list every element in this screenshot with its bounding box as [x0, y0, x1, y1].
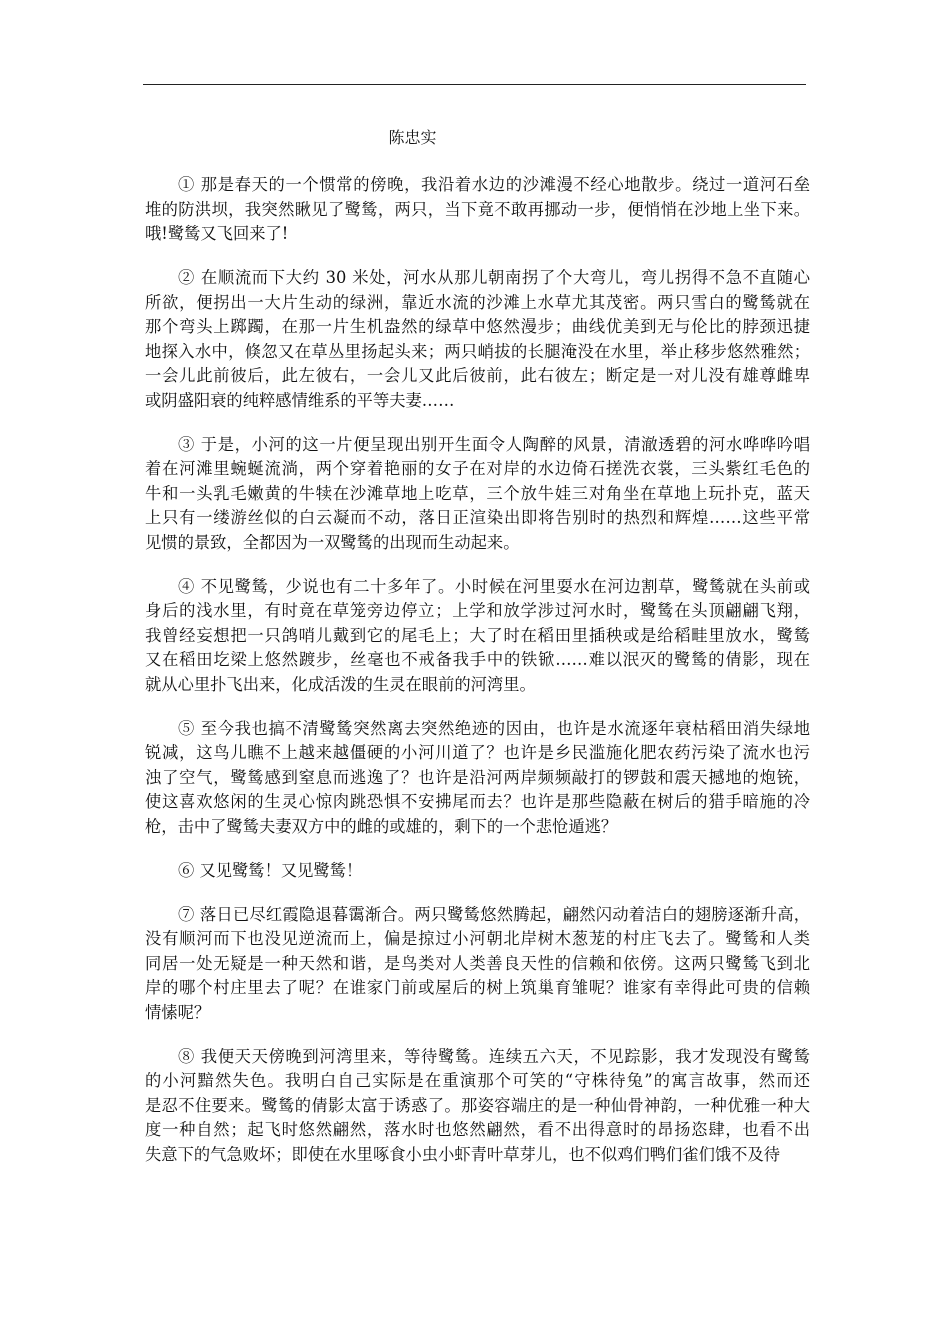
- paragraph-line: 锐减，这鸟儿瞧不上越来越僵硬的小河川道了？也许是乡民滥施化肥农药污染了流水也污: [145, 743, 810, 762]
- paragraph-line: 所欲，便拐出一大片生动的绿洲，靠近水流的沙滩上水草尤其茂密。两只雪白的鹭鸶就在: [145, 292, 810, 312]
- paragraph-line: 是忍不住要来。鹭鸶的倩影太富于诱惑了。那姿容端庄的是一种仙骨神韵，一种优雅一种大: [145, 1095, 810, 1115]
- paragraph-line: 上只有一缕游丝似的白云凝而不动，落日正渲染出即将告别时的热烈和辉煌……这些平常: [145, 508, 810, 527]
- article-body: [145, 173, 810, 1187]
- paragraph-line: ⑧ 我便天天傍晚到河湾里来，等待鹭鸶。连续五六天，不见踪影，我才发现没有鹭鸶: [178, 1046, 810, 1066]
- paragraph-line: ① 那是春天的一个惯常的傍晚，我沿着水边的沙滩漫不经心地散步。绕过一道河石垒: [178, 175, 810, 194]
- paragraph-line: 或阴盛阳衰的纯粹感情维系的平等夫妻……: [145, 390, 455, 410]
- paragraph-line: 一会儿此前彼后，此左彼右，一会儿又此后彼前，此右彼左；断定是一对儿没有雄尊雌卑: [145, 366, 810, 385]
- paragraph: [145, 859, 810, 884]
- paragraph-line: 堆的防洪坝，我突然瞅见了鹭鸶，两只，当下竟不敢再挪动一步，便悄悄在沙地上坐下来。: [145, 199, 810, 219]
- paragraph-line: 枪，击中了鹭鸶夫妻双方中的雌的或雄的，剩下的一个悲怆遁逃？: [145, 816, 618, 836]
- paragraph-line: 同居一处无疑是一种天然和谐，是鸟类对人类善良天性的信赖和依傍。这两只鹭鸶飞到北: [145, 953, 810, 973]
- paragraph-line: 就从心里扑飞出来，化成活泼的生灵在眼前的河湾里。: [145, 674, 536, 694]
- paragraph-line: ⑥ 又见鹭鸶！又见鹭鸶！: [178, 860, 363, 880]
- paragraph-line: 地探入水中，倏忽又在草丛里扬起头来；两只峭拔的长腿淹没在水里，举止移步悠然雅然；: [145, 341, 810, 361]
- paragraph-line: 没有顺河而下也没见逆流而上，偏是掠过小河朝北岸树木葱茏的村庄飞去了。鹭鸶和人类: [145, 929, 810, 948]
- paragraph-line: ⑤ 至今我也搞不清鹭鸶突然离去突然绝迹的因由，也许是水流逐年衰枯稻田消失绿地: [178, 718, 810, 738]
- paragraph-line: 着在河滩里蜿蜒流淌，两个穿着艳丽的女子在对岸的水边倚石搓洗衣裳，三头紫红毛色的: [145, 459, 810, 478]
- paragraph-line: 哦!鹭鸶又飞回来了!: [145, 224, 289, 243]
- paragraph: [145, 1045, 810, 1168]
- paragraph: [145, 173, 810, 247]
- header-rule: [143, 84, 806, 85]
- paragraph-line: 度一种自然；起飞时悠然翩然，落水时也悠然翩然，看不出得意时的昂扬恣肆，也看不出: [145, 1120, 810, 1139]
- paragraph-line: ③ 于是，小河的这一片便呈现出别开生面令人陶醉的风景，清澈透碧的河水哗哗吟唱: [178, 434, 810, 454]
- paragraph-line: ② 在顺流而下大约 30 米处，河水从那儿朝南拐了个大弯儿，弯儿拐得不急不直随心: [178, 268, 810, 287]
- paragraph-line: 牛和一头乳毛嫩黄的牛犊在沙滩草地上吃草，三个放牛娃三对角坐在草地上玩扑克，蓝天: [145, 483, 810, 503]
- paragraph-line: 那个弯头上踯躅，在那一片生机盎然的绿草中悠然漫步；曲线优美到无与伦比的脖颈迅捷: [145, 317, 810, 336]
- paragraph: [145, 717, 810, 840]
- paragraph: [145, 266, 810, 413]
- paragraph-line: 我曾经妄想把一只鸽哨儿戴到它的尾毛上；大了时在稻田里插秧或是给稻畦里放水，鹭鸶: [145, 625, 810, 645]
- paragraph: [145, 575, 810, 698]
- paragraph-line: 浊了空气，鹭鸶感到窒息而逃逸了？也许是沿河两岸频频敲打的锣鼓和震天撼地的炮铳，: [145, 767, 810, 787]
- paragraph-line: 又在稻田圪梁上悠然踱步，丝毫也不戒备我手中的铁锨……难以泯灭的鹭鸶的倩影，现在: [145, 650, 810, 669]
- paragraph-line: 身后的浅水里，有时竟在草笼旁边停立；上学和放学涉过河水时，鹭鸶在头顶翩翩飞翔，: [145, 601, 810, 620]
- paragraph-line: ⑦ 落日已尽红霞隐退暮霭渐合。两只鹭鸶悠然腾起，翩然闪动着洁白的翅膀逐渐升高，: [178, 904, 810, 924]
- paragraph-line: 岸的哪个村庄里去了呢？在谁家门前或屋后的树上筑巢育雏呢？谁家有幸得此可贵的信赖: [145, 978, 810, 997]
- paragraph: [145, 903, 810, 1026]
- paragraph-line: 使这喜欢悠闲的生灵心惊肉跳恐惧不安拂尾而去？也许是那些隐蔽在树后的猎手暗施的冷: [145, 792, 810, 811]
- paragraph-line: 失意下的气急败坏；即使在水里啄食小虫小虾青叶草芽儿，也不似鸡们鸭们雀们饿不及待: [145, 1144, 780, 1164]
- paragraph-line: 情愫呢？: [145, 1002, 211, 1022]
- paragraph-line: 的小河黯然失色。我明白自己实际是在重演那个可笑的“守株待兔”的寓言故事，然而还: [145, 1071, 810, 1090]
- paragraph-line: 见惯的景致，全都因为一双鹭鸶的出现而生动起来。: [145, 532, 520, 552]
- paragraph: [145, 433, 810, 556]
- author-name: 陈忠实: [388, 128, 437, 147]
- paragraph-line: ④ 不见鹭鸶，少说也有二十多年了。小时候在河里耍水在河边割草，鹭鸶就在头前或: [178, 576, 810, 596]
